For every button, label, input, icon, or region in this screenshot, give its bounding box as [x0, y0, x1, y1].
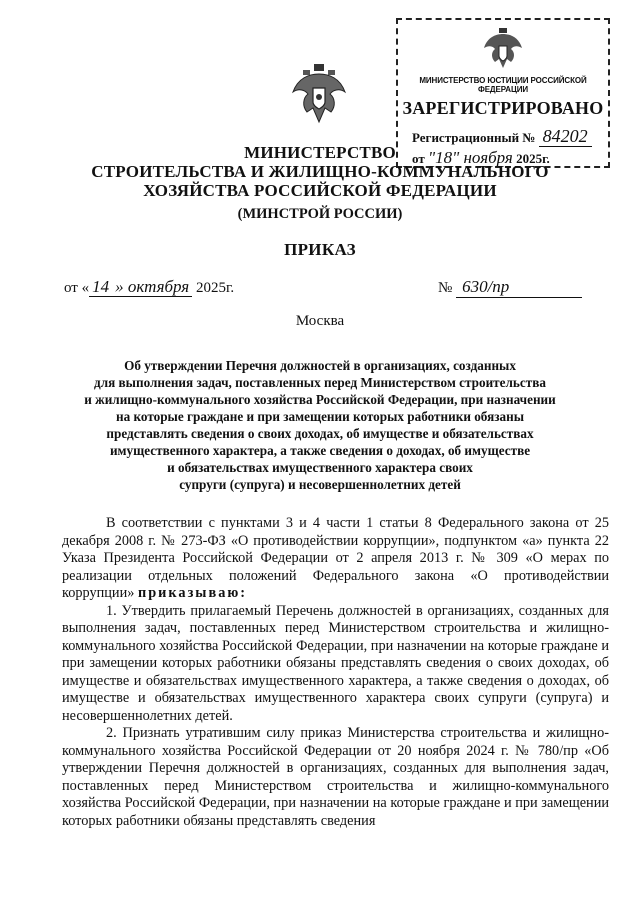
- regdate-year: 2025г.: [516, 151, 550, 166]
- subject-line: представлять сведения о своих доходах, об имуществе и обязательствах: [106, 426, 534, 441]
- ministry-short-name: (МИНСТРОЙ РОССИИ): [237, 206, 403, 222]
- order-subject: [60, 357, 580, 493]
- stamp-registered: ЗАРЕГИСТРИРОВАНО: [402, 98, 604, 118]
- regno-label: Регистрационный №: [412, 130, 536, 145]
- city: Москва: [295, 313, 345, 329]
- regdate-prefix: от: [412, 151, 425, 166]
- document-type: ПРИКАЗ: [284, 240, 356, 259]
- order-date: [64, 277, 234, 297]
- subject-line: и жилищно-коммунального хозяйства Российской Федерации, при назначении: [84, 392, 556, 407]
- item-2-paragraph: 2. Признать утратившим силу приказ Министерства строительства и жилищно-коммунального хозяйства Российской Федерации от 20 ноября 2024 г. № 780/пр «Об утверждении Перечня должностей в организациях, созданных для выполнения задач, поставленных перед Министерством строительства и жилищно-коммунального хозяйства Российской Федерации, при назначении на которые граждане и при замещении которых работники обязаны представлять сведения: [62, 725, 609, 829]
- eagle-emblem-icon: [481, 26, 525, 72]
- intro-text: В соответствии с пунктами 3 и 4 части 1 статьи 8 Федерального закона от 25 декабря 2008 г. № 273-ФЗ «О противодействии коррупции», подпунктом «а» пункта 22 Указа Президента Российской Федерации от 2 апреля 2013 г. № 309 «О мерах по реализации отдельных положений Федерального закона «О противодействии коррупции»: [62, 515, 609, 601]
- ministry-title-line3: ХОЗЯЙСТВА РОССИЙСКОЙ ФЕДЕРАЦИИ: [143, 181, 497, 200]
- coat-of-arms-icon: [289, 62, 349, 128]
- subject-line: имущественного характера, а также сведения о доходах, об имуществе: [109, 443, 531, 458]
- stamp-ministry: МИНИСТЕРСТВО ЮСТИЦИИ РОССИЙСКОЙ ФЕДЕРАЦИИ: [419, 76, 587, 94]
- subject-line: супруги (супруга) и несовершеннолетних детей: [179, 477, 461, 492]
- order-date-day: 14: [89, 277, 112, 297]
- subject-line: на которые граждане и при замещении которых работники обязаны: [115, 409, 524, 424]
- ministry-title-line2: СТРОИТЕЛЬСТВА И ЖИЛИЩНО-КОММУНАЛЬНОГО: [91, 162, 549, 181]
- order-body: [62, 515, 609, 830]
- order-date-month: » октября: [112, 277, 192, 297]
- ministry-title-line1: МИНИСТЕРСТВО: [244, 143, 396, 162]
- subject-line: и обязательствах имущественного характера своих: [167, 460, 473, 475]
- item-1-paragraph: 1. Утвердить прилагаемый Перечень должностей в организациях, созданных для выполнения задач, поставленных перед Министерством строительства и жилищно-коммунального хозяйства Российской Федерации, при назначении на которые граждане и при замещении которых работники обязаны представлять сведения о своих доходах, об имуществе и обязательствах имущественного характера, а также сведения о доходах, об имуществе и обязательствах имущественного характера своих супруги (супруга) и несовершеннолетних детей.: [62, 602, 609, 724]
- subject-line: для выполнения задач, поставленных перед Министерством строительства: [94, 375, 546, 390]
- order-date-year: 2025г.: [192, 280, 235, 296]
- intro-paragraph: [62, 515, 609, 603]
- order-number-value: 630/пр: [456, 277, 582, 298]
- command-word: приказываю:: [137, 585, 248, 601]
- order-number: [438, 277, 582, 298]
- subject-line: Об утверждении Перечня должностей в организациях, созданных: [124, 358, 516, 373]
- regno-value: 84202: [539, 126, 592, 147]
- order-number-label: №: [438, 280, 453, 296]
- regdate-handwritten: "18" ноября: [427, 148, 513, 167]
- order-date-prefix: от «: [64, 280, 90, 296]
